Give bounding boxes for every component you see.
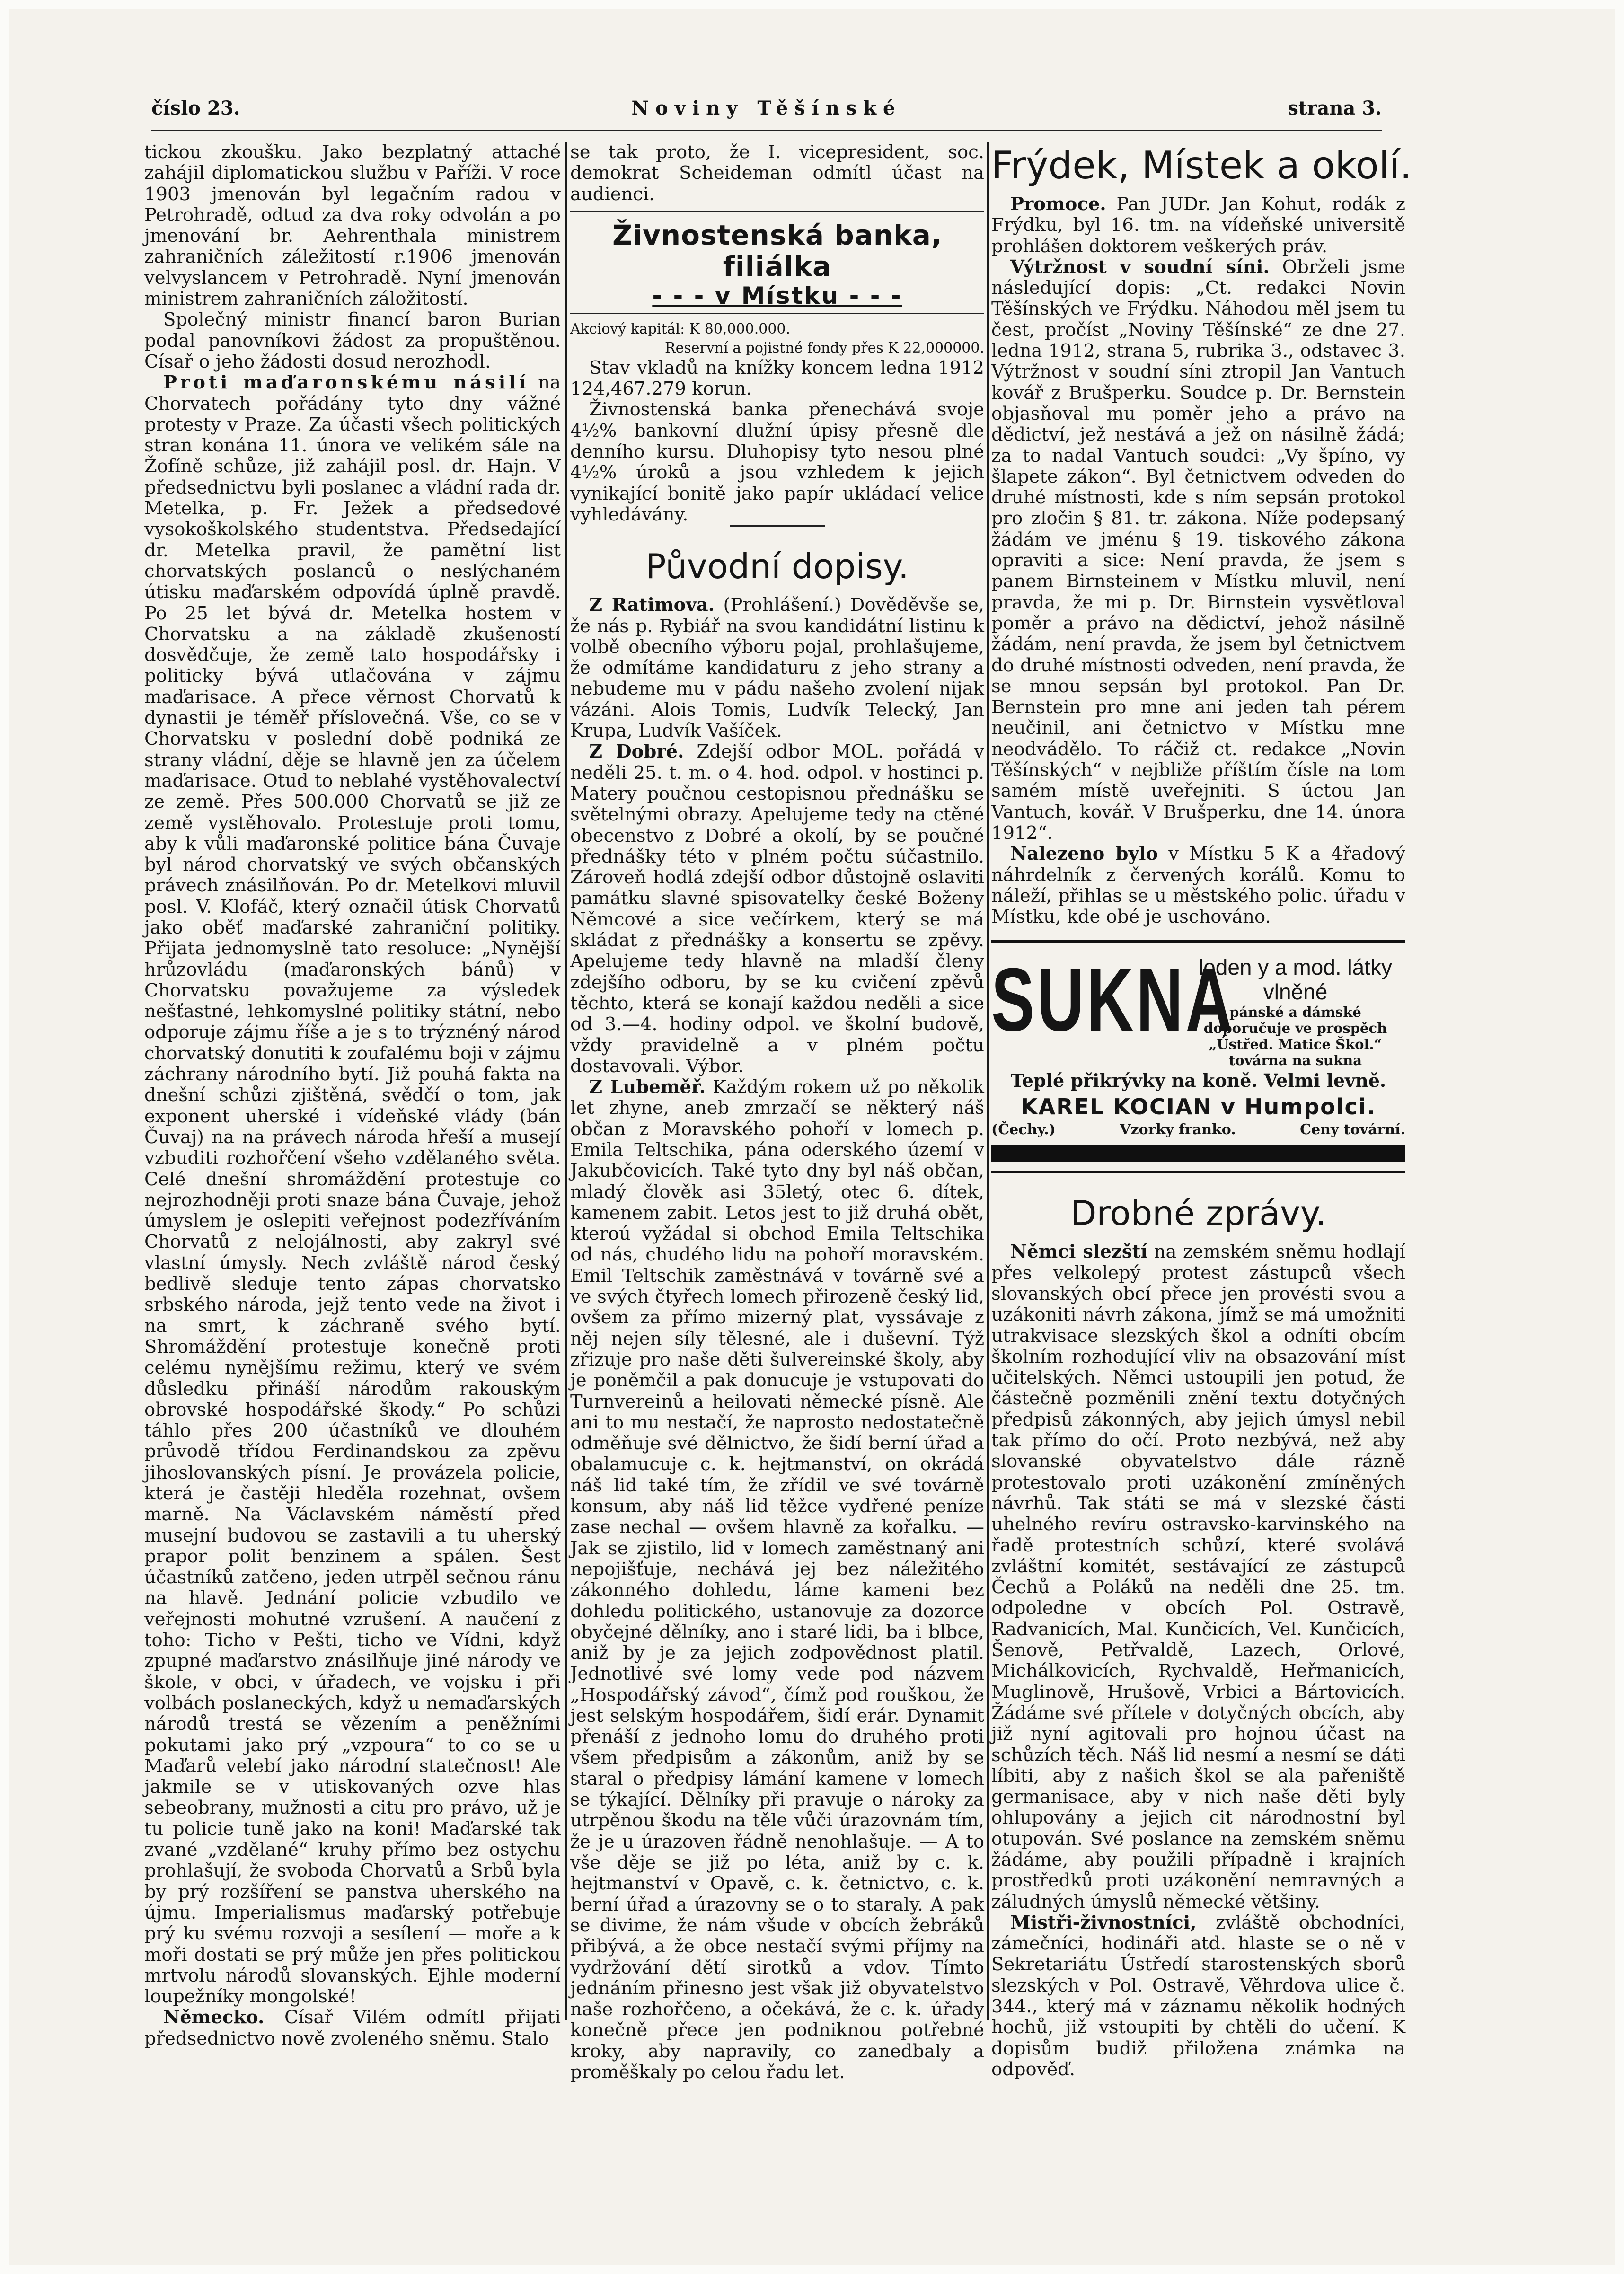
letter-text: Zdejší odbor MOL. pořádá v neděli 25. t. m. o 4. hod. odpol. v hostinci p. Matery poučnou cestopisnou přednášku se světelnými obrazy. Apelujeme tedy na ctěné obecenstvo z Dobré a okolí, by se poučné přednášky této v plném počtu súčastnilo. Zároveň hodlá zdejší odbor důstojně oslaviti památku slavné spisovatelky české Boženy Němcové a sice večírkem, který se má skládat z přednášky a konsertu se zpěvy. Apelujeme tedy hlavně na mladší členy zdejšího odboru, by se ku cvičení zpěvů těchto, která se konají každou neděli a sice od 3.—4. hodiny odpol. ve školní budově, vždy pravidelně a v plném počtu dostavovali. Výbor. xyxy=(570,741,984,1077)
column-2 xyxy=(570,141,984,2083)
news-text: zvláště obchodníci, zámečníci, hodináři atd. hlaste se o ně v Sekretariátu Ústředí starostenských sborů slezských v Pol. Ostravě, Věhrdova ulice č. 344., který má v záznamu několik hodných hochů, již vstoupiti by chtěli do učení. K dopisům budiž přiložena známka na odpověď. xyxy=(991,1912,1405,2080)
ad-products: loden y a mod. látky vlněné xyxy=(1198,955,1393,1005)
ad-country: (Čechy.) xyxy=(991,1121,1056,1138)
news-lead: Němci slezští xyxy=(1010,1241,1148,1263)
page-number: strana 3. xyxy=(1288,97,1382,119)
letter-text: (Prohlášení.) Dověděvše se, že nás p. Rybiář na svou kandidátní listinu k volbě obecního výboru pojal, prohlašujeme, že odmítáme kandidaturu z jeho strany a nebudeme mu v pádu našeho zvolení nijak vázáni. Alois Tomis, Ludvík Telecký, Jan Krupa, Ludvík Vašíček. xyxy=(570,594,984,742)
ad-products-detail: pánské a dámské doporučuje ve prospěch „Ústřed. Matice Škol.“ továrna na sukna xyxy=(1203,1004,1387,1069)
news-text: na zemském sněmu hodlají přes velkolepý protest zástupců všech slovanských obcí přece jen provésti svou a uzákoniti návrh zákona, jímž se má umožniti utrakvisace slezských škol a odníti obcím školním rozhodující vliv na obsazování míst učitelských. Němci ustoupili jen potud, že částečně pozměnili znění textu dotyčných předpisů zákonných, aby jejich úmysl nebil tak přímo do očí. Proto nezbývá, než aby slovanské obyvatelstvo dále rázně protestovalo proti uzákonění zmíněných návrhů. Tak státi se má v slezské části uhelného revíru ostravsko-karvinského na řadě protestních schůzí, které svolává zvláštní komitét, sestávající ze zástupců Čechů a Poláků na neděli dne 25. tm. odpoledne v obcích Pol. Ostravě, Radvanicích, Mal. Kunčicích, Vel. Kunčicích, Šenově, Petřvaldě, Lazech, Orlové, Michálkovicích, Rychvaldě, Heřmanicích, Muglinově, Hrušově, Vrbici a Bártovicích. Žádáme své přítele v dotyčných obcích, aby již nyní agitovali pro hojnou účast na schůzích těch. Náš lid nesmí a nesmí se dáti líbiti, aby z našich škol se ala pařeniště germanisace, aby v nich naše děti byly ohlupovány a jejich cit národnostní byl otupován. Své poslance na zemském sněmu žádáme, aby použili případně i krajních prostředků proti uzákonění nemravných a záludných úmyslů německé většiny. xyxy=(991,1241,1406,1913)
article-lead: Německo. xyxy=(163,2007,265,2028)
letter-paragraph xyxy=(570,595,984,741)
sukna-advertisement xyxy=(991,940,1405,1173)
news-paragraph xyxy=(991,257,1405,844)
regional-section-title: Frýdek, Místek a okolí. xyxy=(991,143,1412,187)
column-1 xyxy=(144,141,561,2049)
ad-offer: Teplé přikrývky na koně. Velmi levně. xyxy=(1010,1070,1386,1092)
news-text: Pan JUDr. Jan Kohut, rodák z Frýdku, byl 16. tm. na vídeňské universitě prohlášen doktorem veškerých práv. xyxy=(991,194,1405,257)
ad-footer xyxy=(991,1120,1405,1139)
ad-samples: Vzorky franko. xyxy=(1120,1121,1236,1138)
column-divider-2 xyxy=(987,142,989,2020)
bank-paragraph: Živnostenská banka přenechává svoje 4½% bankovní dlužní úpisy přesně dle denního kursu. Dluhopisy tyto nesou plné 4½% úroků a jsou vzhledem k jejich vynikající bonitě jako papír ukládací velice vyhledávány. xyxy=(570,399,984,525)
article-text: Císař Vilém odmítl přijati předsednictvo nově zvoleného sněmu. Stalo xyxy=(144,2007,561,2049)
news-lead: Promoce. xyxy=(1010,194,1106,215)
article-text: na Chorvatech pořádány tyto dny vážné protesty v Praze. Za účasti všech politických stran konána 11. února ve velikém sále na Žofíně schůze, již zahájil posl. dr. Hajn. V předsednictvu byli poslanec a vládní rada dr. Metelka, p. Fr. Ježek a předsedové vysokoškolského studentstva. Předsedající dr. Metelka pravil, že pamětní list chorvatských poslanců o neslýchaném útisku maďarském odpovídá úplně pravdě. Po 25 let bývá dr. Metelka hostem v Chorvatsku a na základě zkušeností dosvědčuje, že země tato hospodářsky i politicky bývá utlačována v zájmu maďarisace. A přece věrnost Chorvatů k dynastii je téměř příslovečná. Vše, co se v Chorvatsku v poslední době podniká ze strany vládní, děje se hlavně jen za účelem maďarisace. Otud to neblahé vystěhovalectví ze země. Přes 500.000 Chorvatů se již ze země vystěhovalo. Protestuje proti tomu, aby k vůli maďaronské politice bána Čuvaje byl národ chorvatský ve svých občanských právech znásilňován. Po dr. Metelkovi mluvil posl. V. Klofáč, který označil útisk Chorvatů jako oběť maďarské zahraniční politiky. Přijata jednomyslně tato resoluce: „Nynější hrůzovládu (maďaronských bánů) v Chorvatsku považujeme za výsledek nešťastné, lehkomyslné politiky státní, nebo odporuje zájmu říše a je s to trýznéný národ chorvatský donutiti k zoufalému boji v zájmu záchrany národního bytí. Již pouhá fakta na dnešní schůzi zjištěná, svědčí o tom, jak exponent uherské i vídeňské vlády (bán Čuvaj) na na právech národa hřeší a musejí vzbuditi rozhořčení všeho vzdělaného světa. Celé dnešní shromáždění protestuje co nejrozhodněji proti snaze bána Čuvaje, jehož úmyslem je oslepiti veřejnost podezříváním Chorvatů z nelojálnosti, aby zakryl své vlastní úmysly. Nech zvláště národ český bedlivě sleduje tento zápas chorvatsko srbského národa, jejž tento vede na život i na smrt, k záchraně svého bytí. Shromáždění protestuje konečně proti celému nynějšímu režimu, který ve svém důsledku přináší národům rakouským obrovské hospodářské škody.“ Po schůzi táhlo přes 200 účastníků ve dlouhém průvodě třídou Ferdinandskou za zpěvu jihoslovanských písní. Je provázela policie, která je častěji hleděla rozehnat, ovšem marně. Na Václavském náměstí před musejní budovou se zastavili a tu uherský prapor polit benzinem a spálen. Šest účastníků zatčeno, jeden utrpěl sečnou ránu na hlavě. Jednání policie vzbudilo ve veřejnosti mohutné vzrušení. A naučení z toho: Ticho v Pešti, ticho ve Vídni, když zpupné maďarstvo znásilňuje jiné národy ve škole, v obci, v úřadech, ve vojsku i při volbách poslaneckých, když u nemaďarských národů trestá se vězením a peněžními pokutami jako prý „vzpoura“ to co se u Maďarů velebí jako národní statečnost! Ale jakmile se v utiskovaných ozve hlas sebeobrany, mužnosti a citu pro právo, už je tu policie tuně jako na koni! Maďarské tak zvané „vzdělané“ kruhy přímo bez ostychu prohlašují, že svoboda Chorvatů a Srbů byla by prý rozšíření se panstva uherského na újmu. Imperialismus maďarský potřebuje prý ku svému rozvoji a sesílení — moře a k moři dostati se prý může jen přes politickou mrtvolu národů slovanských. Ejhle moderní loupežníky mongolské! xyxy=(144,372,561,2008)
letter-lead: Z Ratimova. xyxy=(589,594,715,616)
section-rule xyxy=(730,525,825,527)
bank-capital: Akciový kapitál: K 80,000.000. xyxy=(570,320,791,337)
page-header xyxy=(151,97,1382,125)
news-paragraph xyxy=(991,844,1405,927)
bank-rule xyxy=(570,313,984,315)
ad-headline: SUKNA xyxy=(991,950,1236,1050)
issue-number: číslo 23. xyxy=(151,97,240,119)
section-title: Původní dopisy. xyxy=(645,546,909,587)
news-paragraph xyxy=(991,194,1405,257)
news-lead: Mistři-živnostníci, xyxy=(1010,1912,1197,1933)
article-paragraph: tickou zkoušku. Jako bezplatný attaché zahájil diplomatickou službu v Paříži. V roce 1903 jmenován byl legačním radou v Petrohradě, odtud za dva roky odvolán a po jmenování br. Aehrenthala ministrem zahraničních záležitostí r.1906 jmenován velvyslancem v Petrohradě. Nyní jmenován ministrem zahraničních záložitostí. xyxy=(144,141,561,310)
bank-title: Živnostenská banka, filiálka xyxy=(612,219,942,282)
ad-prices: Ceny tovární. xyxy=(1300,1121,1405,1138)
article-paragraph xyxy=(144,2007,561,2049)
bank-location: - - - v Místku - - - xyxy=(652,282,902,309)
section-title: Drobné zprávy. xyxy=(1070,1193,1327,1234)
newspaper-title: Noviny Těšínské xyxy=(631,97,902,119)
column-3 xyxy=(991,142,1412,2080)
letter-lead: Z Lubeměř. xyxy=(589,1076,706,1098)
news-text: Obrželi jsme následující dopis: „Ct. redakci Novin Těšínských ve Frýdku. Náhodou měl jsem tu čest, pročíst „Noviny Těšínské“ ze dne 27. ledna 1912, strana 5, rubrika 3., odstavec 3. Výtržnost v soudní síni ztropil Jan Vantuch kovář z Brušperku. Soudce p. Dr. Bernstein objasňoval mu poměr jeho a právo na dědictví, jež nestává a jež on násilně žádá; za to nadal Vantuch soudci: „Vy špíno, vy šlapete zákon“. Byl četnictvem odveden do druhé místnosti, kde s ním sepsán protokol pro zločin § 81. tr. zákona. Níže podepsaný žádám ve jménu § 19. tiskového zákona opraviti a sice: Není pravda, že jsem s panem Birnsteinem v Místku mluvil, není pravda, že mi p. Dr. Birnstein vysvětloval poměr a právo na dědictví, jehož násilně žádám, není pravda, že jsem byl četnictvem do druhé místnosti odveden, není pravda, že se mnou sepsán byl protokol. Pan Dr. Bernstein pro mne ani jeden tah pérem neučinil, ani četnictvo v Místku mne neodvádělo. To ráčiž ct. redakce „Novin Těšínských“ v nejbliže příštím čísle na tom samém místě uveřejniti. S úctou Jan Vantuch, kovář. V Brušperku, dne 14. února 1912“. xyxy=(991,256,1405,844)
bank-paragraph: Stav vkladů na knížky koncem ledna 1912 124,467.279 korun. xyxy=(570,357,984,400)
news-lead: Výtržnost v soudní síni. xyxy=(1010,256,1270,278)
article-paragraph: se tak proto, že I. vicepresident, soc. demokrat Scheideman odmítl účast na audienci. xyxy=(570,141,984,205)
bank-advertisement xyxy=(570,211,984,525)
article-paragraph: Společný ministr financí baron Burian podal panovníkovi žádost za propuštěnou. Císař o jeho žádosti dosud nerozhodl. xyxy=(144,309,561,372)
article-paragraph xyxy=(144,372,561,2007)
ad-company: KAREL KOCIAN v Humpolci. xyxy=(1020,1094,1377,1120)
ad-black-bar xyxy=(991,1145,1405,1162)
column-divider-1 xyxy=(565,142,567,2020)
letter-paragraph xyxy=(570,741,984,1077)
letter-lead: Z Dobré. xyxy=(589,741,684,763)
bank-reserve: Reservní a pojistné fondy přes K 22,000000. xyxy=(665,339,984,356)
header-rule xyxy=(151,130,1382,132)
ad-top-row xyxy=(991,950,1405,1069)
news-text: v Místku 5 K a 4řadový náhrdelník z červených korálů. Komu to náleží, přihlas se u městského polic. úřadu v Místku, kde obé je uschováno. xyxy=(991,843,1405,928)
article-lead: Proti maďaronskému násilí xyxy=(163,372,530,394)
news-paragraph xyxy=(991,1242,1405,1913)
letter-text: Každým rokem už po několik let zhyne, aneb zmrzačí se některý náš občan z Moravského pohoří v lomech p. Emila Teltschika, pána oderského území v Jakubčovicích. Také tyto dny byl náš občan, mladý člověk asi 35letý, otec 6. dítek, kamenem zabit. Letos jest to již druhá obět, kteroú vyžádal si obchod Emila Teltschika od nás, chudého lidu na pohoří moravském. Emil Teltschik zaměstnává v továrně své a ve svých čtyřech lomech přirozeně český lid, ovšem za přímo mizerný plat, vyssávaje z něj nejen síly tělesné, ale i duševní. Týž zřizuje pro naše děti šulvereinské školy, aby je poněmčil a pak donucuje je vstupovati do Turnvereinů a heilovati německé písně. Ale ani to mu nestačí, že naprosto nedostatečně odměňuje své dělnictvo, že šidí berní úřad a obalamucuje c. k. hejtmanství, on okrádá náš lid také tím, že zřídil ve své továrně konsum, aby náš lid těžce vydřené peníze zase nechal — ovšem hlavně za kořalku. — Jak se zjistilo, lid v lomech zaměstnaný ani nepojišťuje, nechává jej bez náležitého zákonného dohledu, láme kameni bez dohledu politického, ustanovuje za dozorce obyčejné dělníky, ano i staré lidi, ba i blbce, aniž by je za jejich zodpovědnost platil. Jednotlivé své lomy vede pod názvem „Hospodářský závod“, čímž pod rouškou, že jest selským hospodářem, šidí erár. Dynamit přenáší z jednoho lomu do druhého proti všem předpisům a zákonům, aniž by se staral o předpisy lámání kamene v lomech se týkající. Dělníky při pravuje o nároky za utrpěnou škodu na těle vůči úrazovnám tím, že je u úrazoven řádně nenohlašuje. — A to vše děje se již po léta, aniž by c. k. hejtmanství v Opavě, c. k. četnictvo, c. k. berní úřad a úrazovny se o to staraly. A pak se divime, že nám všude v obcích žebráků přibývá, a že obce nestačí svými příjmy na vydržování dětí sirotků a vdov. Tímto jednáním přinesno jest však již obyvatelstvo naše rozhořčeno, a očekává, že c. k. úřady konečně přece jen podniknou potřebné kroky, aby napravily, co zanedbaly a proměškaly po celou řadu let. xyxy=(570,1076,984,2083)
news-lead: Nalezeno bylo xyxy=(1010,843,1158,865)
letter-paragraph xyxy=(570,1077,984,2083)
news-paragraph xyxy=(991,1913,1405,2080)
